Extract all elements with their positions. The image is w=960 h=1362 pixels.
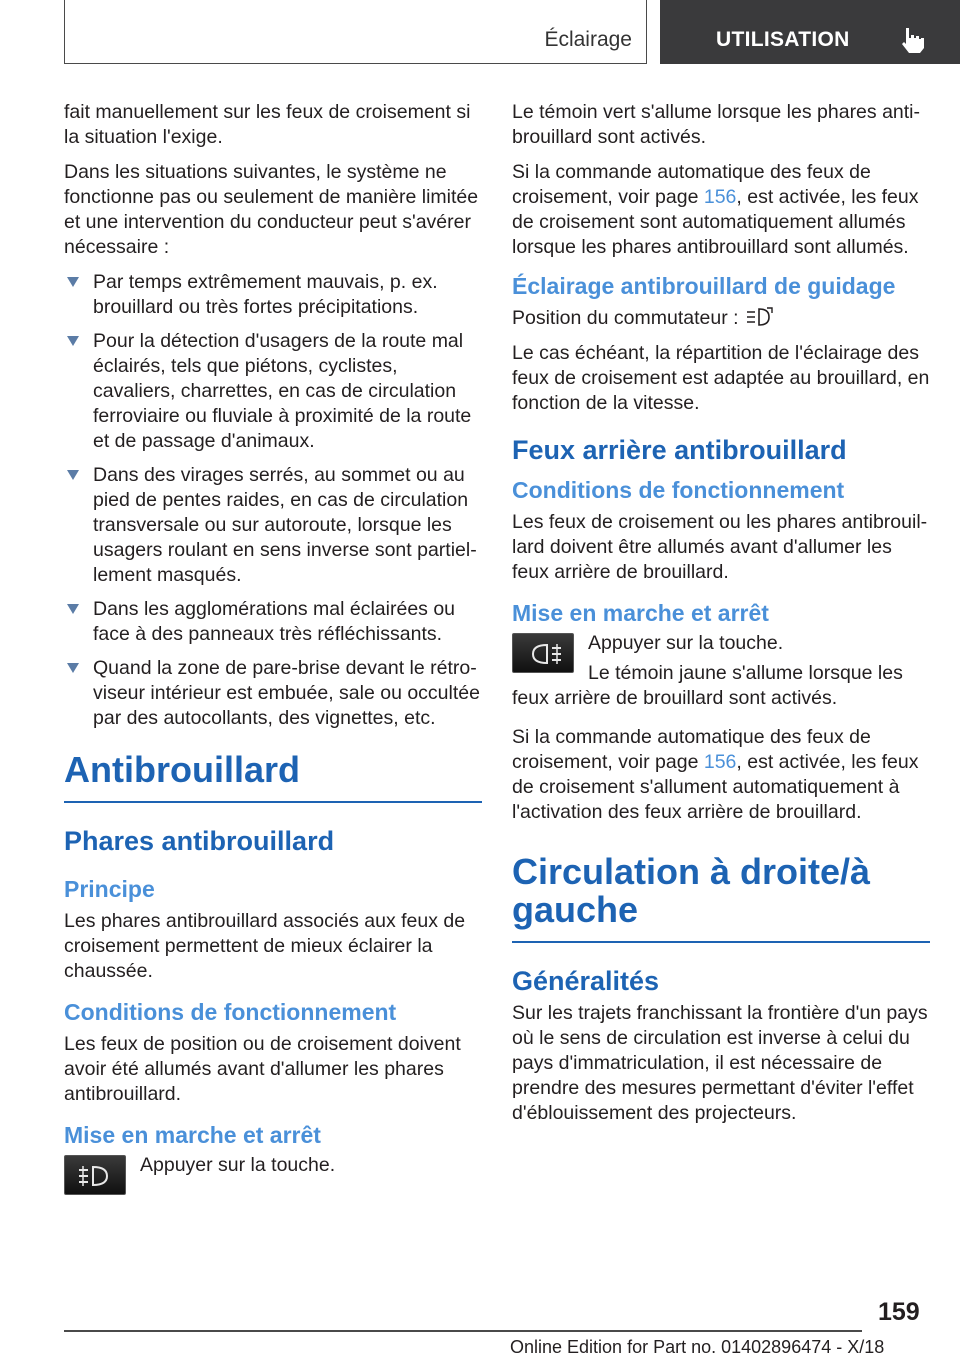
page-header bbox=[0, 0, 960, 66]
heading-principe: Principe bbox=[64, 876, 155, 902]
list-item-text: Dans les agglomérations mal éclairées ou face à des panneaux très réfléchissants. bbox=[93, 598, 456, 645]
left-column bbox=[64, 100, 482, 1199]
paragraph: Les feux de position ou de croisement doivent avoir été allumés avant d'allumer les phares antibrouillard. bbox=[64, 1033, 461, 1105]
button-instruction bbox=[64, 1153, 482, 1199]
paragraph: Le témoin jaune s'allume lorsque les feux arrière de brouillard sont activés. bbox=[512, 662, 903, 709]
front-fog-light-icon bbox=[77, 1164, 115, 1188]
paragraph: Si la commande automatique des feux de croisement, voir page 156, est activée, les feux de croisement s'allument automatiquement à l'activation des feux arrière de brouillard. bbox=[512, 726, 919, 823]
page-number: 159 bbox=[878, 1298, 920, 1326]
triangle-bullet-icon bbox=[67, 336, 79, 346]
paragraph: Les feux de croisement ou les phares antibrouillard doivent être allumés avant d'allumer les feux arrière de brouillard. bbox=[512, 511, 928, 583]
heading-conditions: Conditions de fonctionnement bbox=[64, 999, 397, 1025]
list-item bbox=[64, 656, 482, 731]
right-column bbox=[512, 100, 930, 1136]
heading-mise-en-marche: Mise en marche et arrêt bbox=[512, 600, 769, 626]
section-title: Éclairage bbox=[544, 28, 632, 51]
paragraph: Position du commutateur : bbox=[512, 306, 930, 331]
triangle-bullet-icon bbox=[67, 663, 79, 673]
list-item-text: Par temps extrêmement mauvais, p. ex. brouillard ou très fortes précipitations. bbox=[93, 271, 438, 318]
section-tab bbox=[64, 0, 647, 64]
triangle-bullet-icon bbox=[67, 604, 79, 614]
list-item bbox=[64, 463, 482, 588]
paragraph: Les phares antibrouillard associés aux feux de croisement permettent de mieux éclairer la chaussée. bbox=[64, 910, 466, 982]
paragraph: fait manuellement sur les feux de croisement si la situation l'exige. bbox=[64, 101, 471, 148]
paragraph: Appuyer sur la touche. bbox=[140, 1154, 336, 1176]
edition-text: Online Edition for Part no. 01402896474 - X/18 bbox=[510, 1337, 885, 1357]
page-link[interactable]: 156 bbox=[703, 751, 737, 773]
triangle-bullet-icon bbox=[67, 470, 79, 480]
front-fog-light-button bbox=[64, 1155, 126, 1195]
paragraph: Appuyer sur la touche. bbox=[588, 632, 784, 654]
paragraph: Le cas échéant, la répartition de l'éclairage des feux de croisement est adaptée au brouillard, en fonction de la vitesse. bbox=[512, 342, 930, 414]
list-item-text: Dans des virages serrés, au sommet ou au pied de pentes raides, en cas de circulation transversale ou sur autoroute, lorsque les usagers roulant en sens inverse sont partiellement masqués. bbox=[93, 464, 477, 586]
paragraph: Si la commande automatique des feux de croisement, voir page 156, est activée, les feux de croisement sont automatiquement allumés lorsque les phares antibrouillard sont allumés. bbox=[512, 161, 919, 258]
heading-antibrouillard: Antibrouillard bbox=[64, 751, 482, 803]
page-link[interactable]: 156 bbox=[703, 186, 737, 208]
situations-list bbox=[64, 270, 482, 731]
heading-eclairage-guidage: Éclairage antibrouillard de guidage bbox=[512, 273, 896, 299]
list-item-text: Pour la détection d'usagers de la route mal éclairés, tels que piétons, cyclistes, cavaliers, charrettes, en cas de circulation ferroviaire ou fluviale à proximité de la route et de passage d'animaux. bbox=[93, 330, 472, 452]
fog-guide-switch-icon bbox=[745, 306, 775, 328]
footer-divider bbox=[64, 1330, 862, 1332]
triangle-bullet-icon bbox=[67, 277, 79, 287]
button-instruction bbox=[512, 631, 930, 661]
rear-fog-light-button bbox=[512, 633, 574, 673]
heading-generalites: Généralités bbox=[512, 966, 660, 996]
rear-fog-light-icon bbox=[525, 642, 563, 666]
paragraph: Sur les trajets franchissant la frontière d'un pays où le sens de circulation est inverse à celui du pays d'immatriculation, il est nécessaire de prendre des mesures permettant d'éviter l'effet d'éblouissement des projecteurs. bbox=[512, 1002, 928, 1124]
chapter-tab bbox=[660, 0, 960, 64]
chapter-title: UTILISATION bbox=[716, 28, 850, 51]
paragraph: Dans les situations suivantes, le système ne fonctionne pas ou seulement de manière limitée et une intervention du conducteur peut s'avérer nécessaire : bbox=[64, 161, 479, 258]
heading-circulation: Circulation à droite/à gauche bbox=[512, 853, 930, 943]
list-item bbox=[64, 329, 482, 454]
list-item-text: Quand la zone de pare-brise devant le rétroviseur intérieur est embuée, sale ou occultée par des autocollants, des vignettes, etc. bbox=[93, 657, 480, 729]
heading-feux-arriere: Feux arrière antibrouillard bbox=[512, 435, 847, 465]
heading-conditions: Conditions de fonctionnement bbox=[512, 477, 845, 503]
heading-phares-antibrouillard: Phares antibrouillard bbox=[64, 826, 335, 856]
heading-mise-en-marche: Mise en marche et arrêt bbox=[64, 1122, 321, 1148]
pointing-hand-icon bbox=[897, 24, 927, 54]
paragraph: Le témoin vert s'allume lorsque les phares antibrouillard sont activés. bbox=[512, 101, 921, 148]
list-item bbox=[64, 597, 482, 647]
list-item bbox=[64, 270, 482, 320]
